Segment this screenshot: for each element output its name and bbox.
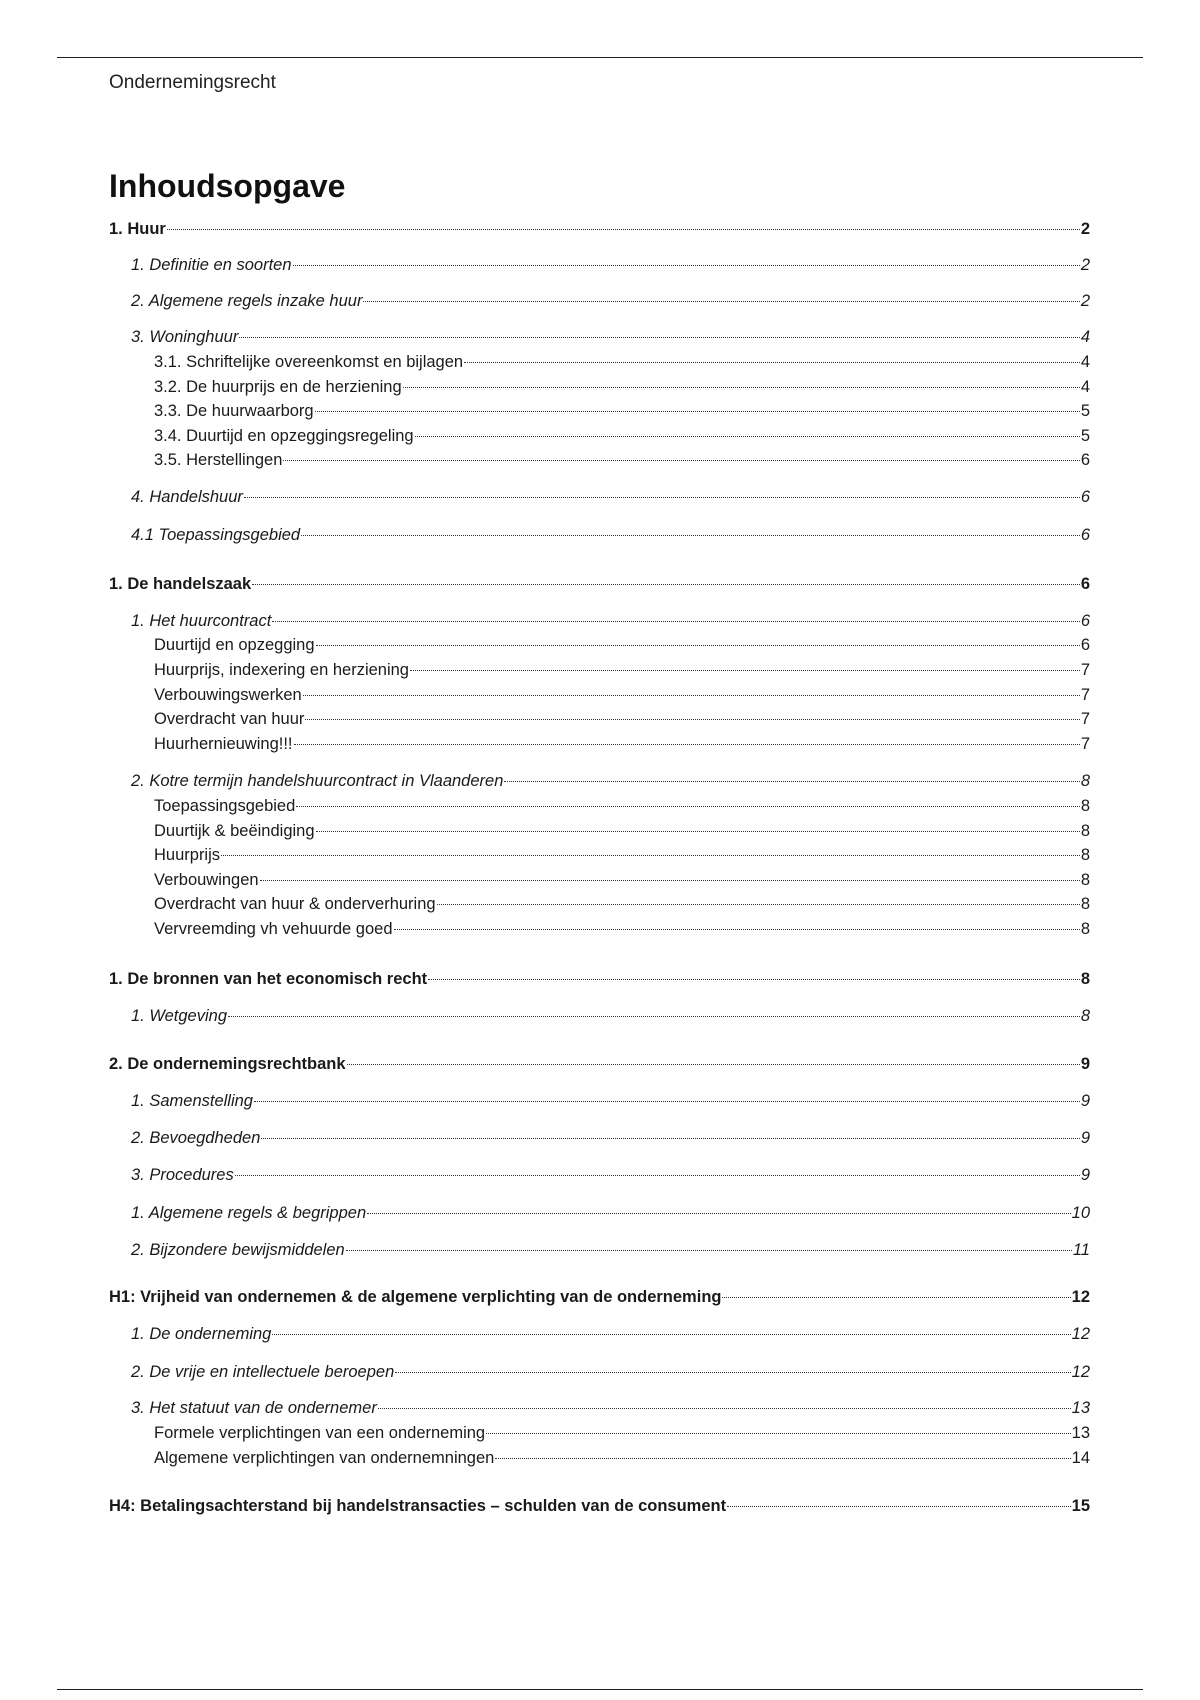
dot-leader bbox=[367, 1213, 1071, 1214]
toc-entry-page: 6 bbox=[1080, 488, 1090, 506]
toc-entry[interactable] bbox=[109, 1239, 1090, 1261]
dot-leader bbox=[395, 1372, 1070, 1373]
toc-entry-title: 1. Wetgeving bbox=[131, 1007, 228, 1025]
toc-entry-title: 1. Het huurcontract bbox=[131, 612, 272, 630]
toc-entry[interactable] bbox=[109, 1164, 1090, 1186]
toc-entry-title: 1. Algemene regels & begrippen bbox=[131, 1204, 367, 1222]
toc-entry-title: Formele verplichtingen van een onderneming bbox=[154, 1424, 486, 1442]
toc-entry-page: 8 bbox=[1080, 970, 1090, 988]
toc-entry[interactable] bbox=[109, 659, 1090, 681]
toc-entry-page: 8 bbox=[1080, 871, 1090, 889]
toc-entry-title: 4. Handelshuur bbox=[131, 488, 243, 506]
dot-leader bbox=[394, 929, 1080, 930]
toc-entry-page: 6 bbox=[1080, 636, 1090, 654]
dot-leader bbox=[316, 645, 1080, 646]
dot-leader bbox=[283, 460, 1079, 461]
toc-entry-title: 3.3. De huurwaarborg bbox=[154, 402, 314, 420]
toc-entry-page: 9 bbox=[1080, 1129, 1090, 1147]
toc-entry-page: 13 bbox=[1071, 1399, 1090, 1417]
toc-entry-page: 13 bbox=[1071, 1424, 1090, 1442]
toc-entry-page: 6 bbox=[1080, 575, 1090, 593]
toc-entry-title: 1. De onderneming bbox=[131, 1325, 272, 1343]
toc-entry[interactable] bbox=[109, 218, 1090, 240]
dot-leader bbox=[415, 436, 1080, 437]
toc-entry-page: 8 bbox=[1080, 920, 1090, 938]
dot-leader bbox=[727, 1506, 1071, 1507]
toc-entry-page: 7 bbox=[1080, 661, 1090, 679]
toc-entry-page: 10 bbox=[1071, 1204, 1090, 1222]
toc-entry-title: Huurhernieuwing!!! bbox=[154, 735, 293, 753]
toc-entry-title: 2. Bijzondere bewijsmiddelen bbox=[131, 1241, 345, 1259]
dot-leader bbox=[239, 337, 1079, 338]
dot-leader bbox=[315, 411, 1080, 412]
toc-entry-page: 11 bbox=[1072, 1241, 1090, 1259]
toc-entry-page: 6 bbox=[1080, 451, 1090, 469]
toc-entry[interactable] bbox=[109, 524, 1090, 546]
toc-entry[interactable] bbox=[109, 795, 1090, 817]
toc-entry[interactable] bbox=[109, 1202, 1090, 1224]
toc-entry-title: 3.1. Schriftelijke overeenkomst en bijlagen bbox=[154, 353, 464, 371]
dot-leader bbox=[261, 1138, 1079, 1139]
toc-entry[interactable] bbox=[109, 918, 1090, 940]
toc-entry-page: 2 bbox=[1080, 292, 1090, 310]
toc-entry-title: H4: Betalingsachterstand bij handelstransacties – schulden van de consument bbox=[109, 1497, 727, 1515]
toc-entry-title: Duurtijk & beëindiging bbox=[154, 822, 315, 840]
toc-entry[interactable] bbox=[109, 573, 1090, 595]
toc-entry-title: Toepassingsgebied bbox=[154, 797, 296, 815]
toc-entry-title: 1. De handelszaak bbox=[109, 575, 252, 593]
dot-leader bbox=[244, 497, 1080, 498]
dot-leader bbox=[403, 387, 1080, 388]
toc-entry[interactable] bbox=[109, 1323, 1090, 1345]
toc-entry-page: 15 bbox=[1071, 1497, 1090, 1515]
dot-leader bbox=[272, 1334, 1070, 1335]
toc-entry-page: 2 bbox=[1080, 220, 1090, 238]
toc-entry[interactable] bbox=[109, 820, 1090, 842]
toc-entry-title: 3. Procedures bbox=[131, 1166, 234, 1184]
toc-entry-title: 3. Woninghuur bbox=[131, 328, 239, 346]
dot-leader bbox=[167, 229, 1080, 230]
dot-leader bbox=[410, 670, 1080, 671]
toc-entry[interactable] bbox=[109, 1361, 1090, 1383]
dot-leader bbox=[235, 1175, 1080, 1176]
toc-entry-title: 2. Algemene regels inzake huur bbox=[131, 292, 363, 310]
toc-entry[interactable] bbox=[109, 351, 1090, 373]
toc-entry-title: 2. De ondernemingsrechtbank bbox=[109, 1055, 346, 1073]
toc-entry[interactable] bbox=[109, 326, 1090, 348]
toc-entry-page: 6 bbox=[1080, 612, 1090, 630]
dot-leader bbox=[221, 855, 1080, 856]
toc-entry[interactable] bbox=[109, 893, 1090, 915]
toc-entry-page: 4 bbox=[1080, 328, 1090, 346]
toc-entry-title: Verbouwingswerken bbox=[154, 686, 302, 704]
dot-leader bbox=[504, 781, 1079, 782]
dot-leader bbox=[272, 621, 1079, 622]
toc-entry-title: H1: Vrijheid van ondernemen & de algemene verplichting van de onderneming bbox=[109, 1288, 722, 1306]
toc-entry-title: 3.2. De huurprijs en de herziening bbox=[154, 378, 402, 396]
toc-entry-page: 12 bbox=[1071, 1363, 1090, 1381]
toc-entry-title: 2. Bevoegdheden bbox=[131, 1129, 261, 1147]
toc-entry[interactable] bbox=[109, 733, 1090, 755]
dot-leader bbox=[437, 904, 1080, 905]
toc-entry-page: 5 bbox=[1080, 427, 1090, 445]
dot-leader bbox=[293, 265, 1080, 266]
toc-entry[interactable] bbox=[109, 449, 1090, 471]
dot-leader bbox=[428, 979, 1080, 980]
dot-leader bbox=[252, 584, 1080, 585]
dot-leader bbox=[260, 880, 1080, 881]
toc-entry-page: 12 bbox=[1071, 1288, 1090, 1306]
toc-entry-title: Huurprijs, indexering en herziening bbox=[154, 661, 409, 679]
dot-leader bbox=[363, 301, 1079, 302]
toc-entry-title: 4.1 Toepassingsgebied bbox=[131, 526, 301, 544]
toc-entry-title: 1. Huur bbox=[109, 220, 166, 238]
toc-entry-title: Verbouwingen bbox=[154, 871, 259, 889]
toc-entry-page: 8 bbox=[1080, 797, 1090, 815]
toc-entry[interactable] bbox=[109, 425, 1090, 447]
footer-rule bbox=[57, 1689, 1143, 1690]
toc-entry[interactable] bbox=[109, 1447, 1090, 1469]
dot-leader bbox=[254, 1101, 1080, 1102]
toc-entry-title: 3. Het statuut van de ondernemer bbox=[131, 1399, 377, 1417]
dot-leader bbox=[464, 362, 1080, 363]
toc-entry[interactable] bbox=[109, 684, 1090, 706]
toc-entry[interactable] bbox=[109, 254, 1090, 276]
toc-entry-title: 1. Definitie en soorten bbox=[131, 256, 292, 274]
toc-entry-title: 2. De vrije en intellectuele beroepen bbox=[131, 1363, 395, 1381]
toc-entry[interactable] bbox=[109, 400, 1090, 422]
dot-leader bbox=[347, 1064, 1080, 1065]
dot-leader bbox=[316, 831, 1080, 832]
toc-entry-page: 12 bbox=[1071, 1325, 1090, 1343]
toc-entry[interactable] bbox=[109, 968, 1090, 990]
toc-entry[interactable] bbox=[109, 610, 1090, 632]
toc-entry[interactable] bbox=[109, 1397, 1090, 1419]
toc-entry-page: 7 bbox=[1080, 686, 1090, 704]
toc-entry-page: 14 bbox=[1071, 1449, 1090, 1467]
toc-entry-title: Algemene verplichtingen van ondernemningen bbox=[154, 1449, 495, 1467]
dot-leader bbox=[296, 806, 1080, 807]
toc-entry-page: 5 bbox=[1080, 402, 1090, 420]
toc-entry-page: 2 bbox=[1080, 256, 1090, 274]
toc-entry-title: Duurtijd en opzegging bbox=[154, 636, 315, 654]
dot-leader bbox=[305, 719, 1079, 720]
table-of-contents bbox=[109, 0, 1090, 1700]
toc-entry-page: 8 bbox=[1080, 1007, 1090, 1025]
toc-entry-page: 9 bbox=[1080, 1092, 1090, 1110]
toc-entry-title: Vervreemding vh vehuurde goed bbox=[154, 920, 393, 938]
toc-entry[interactable] bbox=[109, 1127, 1090, 1149]
toc-entry[interactable] bbox=[109, 290, 1090, 312]
toc-entry-page: 4 bbox=[1080, 353, 1090, 371]
dot-leader bbox=[303, 695, 1080, 696]
toc-entry-page: 8 bbox=[1080, 822, 1090, 840]
dot-leader bbox=[486, 1433, 1071, 1434]
dot-leader bbox=[378, 1408, 1071, 1409]
toc-entry-page: 9 bbox=[1080, 1055, 1090, 1073]
toc-entry-title: 3.4. Duurtijd en opzeggingsregeling bbox=[154, 427, 414, 445]
toc-entry-page: 8 bbox=[1080, 895, 1090, 913]
dot-leader bbox=[495, 1458, 1070, 1459]
dot-leader bbox=[294, 744, 1080, 745]
toc-entry-title: 3.5. Herstellingen bbox=[154, 451, 283, 469]
toc-entry[interactable] bbox=[109, 869, 1090, 891]
toc-entry[interactable] bbox=[109, 1005, 1090, 1027]
toc-entry-page: 7 bbox=[1080, 735, 1090, 753]
toc-entry-page: 4 bbox=[1080, 378, 1090, 396]
toc-entry[interactable] bbox=[109, 376, 1090, 398]
dot-leader bbox=[228, 1016, 1080, 1017]
toc-entry[interactable] bbox=[109, 1495, 1090, 1517]
toc-entry-title: 2. Kotre termijn handelshuurcontract in Vlaanderen bbox=[131, 772, 504, 790]
toc-heading: Inhoudsopgave bbox=[109, 168, 346, 204]
toc-entry[interactable] bbox=[109, 1053, 1090, 1075]
toc-entry[interactable] bbox=[109, 770, 1090, 792]
dot-leader bbox=[346, 1250, 1072, 1251]
running-header: Ondernemingsrecht bbox=[109, 72, 276, 93]
toc-entry[interactable] bbox=[109, 844, 1090, 866]
toc-entry-title: Overdracht van huur bbox=[154, 710, 305, 728]
toc-entry-title: 1. De bronnen van het economisch recht bbox=[109, 970, 428, 988]
dot-leader bbox=[301, 535, 1080, 536]
toc-entry-page: 8 bbox=[1080, 772, 1090, 790]
toc-entry-title: Overdracht van huur & onderverhuring bbox=[154, 895, 436, 913]
toc-entry-title: Huurprijs bbox=[154, 846, 221, 864]
toc-entry[interactable] bbox=[109, 486, 1090, 508]
toc-entry-page: 6 bbox=[1080, 526, 1090, 544]
toc-entry-page: 7 bbox=[1080, 710, 1090, 728]
toc-entry[interactable] bbox=[109, 1422, 1090, 1444]
toc-entry-page: 9 bbox=[1080, 1166, 1090, 1184]
toc-entry[interactable] bbox=[109, 1286, 1090, 1308]
toc-entry-page: 8 bbox=[1080, 846, 1090, 864]
dot-leader bbox=[722, 1297, 1070, 1298]
toc-entry[interactable] bbox=[109, 634, 1090, 656]
toc-entry-title: 1. Samenstelling bbox=[131, 1092, 253, 1110]
toc-entry[interactable] bbox=[109, 708, 1090, 730]
toc-entry[interactable] bbox=[109, 1090, 1090, 1112]
